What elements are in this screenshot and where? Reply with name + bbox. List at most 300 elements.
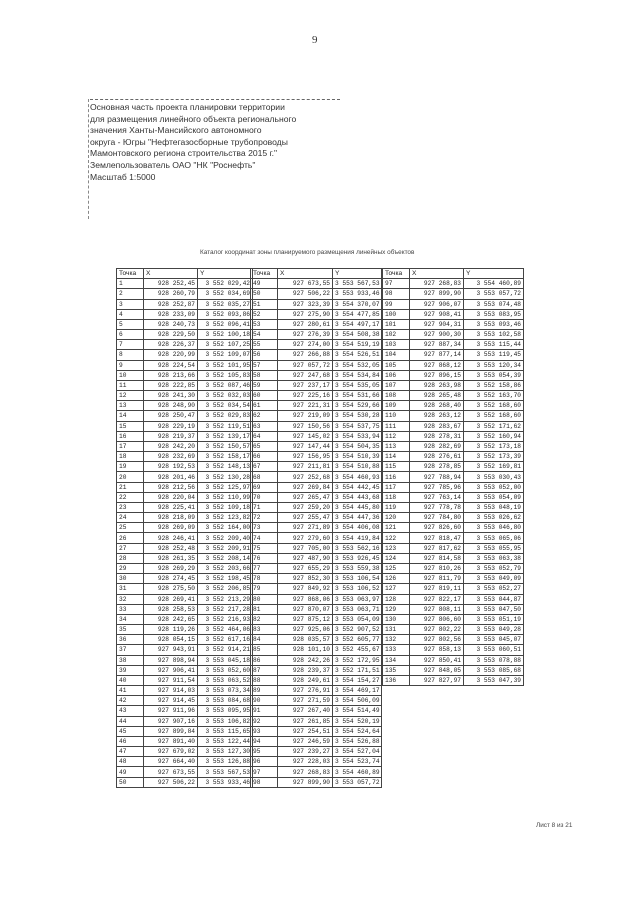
table-row [383,299,524,309]
cell-x: 927 819,11 [410,584,464,594]
cell-point: 80 [251,594,278,604]
cell-x: 928 261,35 [144,553,198,563]
cell-y: 3 553 065,06 [464,533,524,543]
cell-x: 927 802,22 [410,625,464,635]
cell-y: 3 552 173,39 [464,452,524,462]
table-row [117,472,253,482]
cell-point: 134 [383,655,410,665]
cell-x: 927 810,26 [410,563,464,573]
cell-point: 50 [251,289,278,299]
cell-point: 97 [383,279,410,289]
cell-y: 3 553 049,09 [464,574,524,584]
table-row [251,431,382,441]
cell-point: 100 [383,309,410,319]
cell-point: 29 [117,563,144,573]
cell-y: 3 553 049,28 [464,625,524,635]
table-row [383,401,524,411]
cell-point: 8 [117,350,144,360]
table-header-row [117,269,253,279]
cell-y: 3 554 477,85 [333,309,382,319]
cell-x: 927 705,00 [278,543,333,553]
table-row [251,635,382,645]
cell-point: 105 [383,360,410,370]
cell-y: 3 553 085,68 [464,665,524,675]
cell-x: 928 220,99 [144,350,198,360]
cell-x: 927 914,45 [144,696,198,706]
cell-y: 3 554 510,88 [333,462,382,472]
cell-y: 3 552 168,60 [464,401,524,411]
table-row [251,665,382,675]
cell-y: 3 554 447,36 [333,513,382,523]
cell-point: 127 [383,584,410,594]
cell-point: 93 [251,726,278,736]
cell-point: 79 [251,584,278,594]
cell-point: 23 [117,502,144,512]
cell-y: 3 552 617,16 [198,635,253,645]
cell-point: 83 [251,625,278,635]
cell-point: 133 [383,645,410,655]
cell-point: 32 [117,594,144,604]
table-row [383,462,524,472]
cell-point: 14 [117,411,144,421]
cell-x: 927 265,47 [278,492,333,502]
cell-point: 94 [251,736,278,746]
cell-y: 3 553 051,19 [464,614,524,624]
cell-point: 7 [117,340,144,350]
table-row [383,594,524,604]
cell-point: 61 [251,401,278,411]
cell-point: 56 [251,350,278,360]
cell-point: 123 [383,543,410,553]
cell-y: 3 553 045,18 [198,655,253,665]
table-row [383,502,524,512]
cell-x: 927 237,17 [278,380,333,390]
cell-x: 928 213,66 [144,370,198,380]
cell-point: 53 [251,319,278,329]
cell-x: 927 891,40 [144,736,198,746]
cell-point: 3 [117,299,144,309]
cell-point: 49 [117,767,144,777]
cell-point: 126 [383,574,410,584]
cell-y: 3 553 093,46 [464,319,524,329]
cell-y: 3 552 209,40 [198,533,253,543]
table-row [383,665,524,675]
cell-x: 927 655,29 [278,563,333,573]
table-row [251,319,382,329]
cell-y: 3 552 100,18 [198,330,253,340]
table-row [117,309,253,319]
cell-y: 3 552 150,57 [198,441,253,451]
cell-y: 3 552 119,51 [198,421,253,431]
cell-y: 3 552 107,25 [198,340,253,350]
table-row [117,370,253,380]
cell-y: 3 554 523,74 [333,757,382,767]
cell-x: 927 818,47 [410,533,464,543]
table-row [117,279,253,289]
cell-point: 43 [117,706,144,716]
cell-x: 927 778,78 [410,502,464,512]
cell-point: 84 [251,635,278,645]
table-row [117,584,253,594]
cell-point: 117 [383,482,410,492]
cell-y: 3 552 208,14 [198,553,253,563]
page-number: 9 [312,34,318,46]
cell-y: 3 553 559,38 [333,563,382,573]
cell-x: 927 228,03 [278,757,333,767]
table-row [251,289,382,299]
cell-x: 927 276,91 [278,686,333,696]
cell-y: 3 552 206,85 [198,584,253,594]
cell-point: 44 [117,716,144,726]
cell-point: 55 [251,340,278,350]
cell-point: 66 [251,452,278,462]
cell-x: 927 868,12 [410,360,464,370]
cell-point: 132 [383,635,410,645]
cell-x: 927 822,17 [410,594,464,604]
cell-x: 928 248,90 [144,401,198,411]
cell-point: 67 [251,462,278,472]
cell-y: 3 552 093,86 [198,309,253,319]
cell-y: 3 553 052,79 [464,563,524,573]
cell-x: 927 877,14 [410,350,464,360]
cell-y: 3 554 445,80 [333,502,382,512]
table-row [117,574,253,584]
cell-point: 87 [251,665,278,675]
cell-point: 45 [117,726,144,736]
cell-y: 3 554 535,05 [333,380,382,390]
table-row [117,767,253,777]
column-header-x: X [278,269,333,279]
table-row [383,584,524,594]
cell-y: 3 552 172,95 [333,655,382,665]
table-row [251,543,382,553]
cell-x: 927 814,58 [410,553,464,563]
cell-point: 25 [117,523,144,533]
cell-point: 59 [251,380,278,390]
cell-y: 3 554 443,68 [333,492,382,502]
cell-x: 927 925,06 [278,625,333,635]
cell-x: 928 249,61 [278,675,333,685]
column-header-point: Точка [117,269,144,279]
cell-point: 35 [117,625,144,635]
cell-x: 927 211,81 [278,462,333,472]
cell-point: 98 [383,289,410,299]
table-row [117,645,253,655]
table-header-row [251,269,382,279]
table-row [251,614,382,624]
cell-x: 927 899,90 [410,289,464,299]
cell-y: 3 553 095,95 [198,706,253,716]
cell-x: 927 898,94 [144,655,198,665]
cell-y: 3 554 460,89 [464,279,524,289]
table-row [383,513,524,523]
cell-x: 928 201,46 [144,472,198,482]
cell-x: 927 268,83 [410,279,464,289]
table-row [251,584,382,594]
table-row [383,309,524,319]
cell-x: 927 849,92 [278,584,333,594]
table-row [383,635,524,645]
cell-x: 928 226,37 [144,340,198,350]
cell-x: 927 239,27 [278,747,333,757]
cell-y: 3 553 933,46 [198,777,253,787]
column-header-y: Y [333,269,382,279]
cell-x: 928 054,15 [144,635,198,645]
cell-x: 928 239,37 [278,665,333,675]
cell-x: 928 192,53 [144,462,198,472]
table-row [251,411,382,421]
table-row [117,655,253,665]
table-row [251,350,382,360]
cell-x: 928 275,50 [144,584,198,594]
cell-x: 927 267,40 [278,706,333,716]
cell-y: 3 552 168,60 [464,411,524,421]
cell-point: 131 [383,625,410,635]
cell-x: 927 906,41 [144,665,198,675]
table-row [251,726,382,736]
cell-x: 927 221,31 [278,401,333,411]
cell-point: 116 [383,472,410,482]
cell-y: 3 554 370,07 [333,299,382,309]
cell-point: 26 [117,533,144,543]
table-row [117,441,253,451]
table-row [251,462,382,472]
cell-x: 927 247,68 [278,370,333,380]
cell-x: 928 252,48 [144,543,198,553]
cell-y: 3 554 419,84 [333,533,382,543]
cell-x: 928 242,26 [278,655,333,665]
cell-y: 3 552 914,21 [198,645,253,655]
cell-point: 122 [383,533,410,543]
cell-point: 73 [251,523,278,533]
cell-point: 6 [117,330,144,340]
cell-y: 3 552 125,97 [198,482,253,492]
table-row [117,706,253,716]
cell-y: 3 554 526,88 [333,736,382,746]
cell-x: 928 218,09 [144,513,198,523]
cell-x: 927 254,51 [278,726,333,736]
table-row [117,330,253,340]
cell-y: 3 552 464,06 [198,625,253,635]
cell-point: 65 [251,441,278,451]
cell-point: 18 [117,452,144,462]
table-row [251,553,382,563]
cell-y: 3 553 052,27 [464,584,524,594]
cell-x: 927 673,55 [278,279,333,289]
table-row [117,391,253,401]
cell-x: 928 035,57 [278,635,333,645]
cell-point: 58 [251,370,278,380]
cell-x: 928 222,85 [144,380,198,390]
cell-y: 3 554 537,75 [333,421,382,431]
cell-x: 927 255,47 [278,513,333,523]
cell-y: 3 554 520,19 [333,716,382,726]
table-row [383,330,524,340]
cell-x: 927 487,90 [278,553,333,563]
cell-x: 928 269,09 [144,523,198,533]
table-row [383,614,524,624]
cell-point: 11 [117,380,144,390]
cell-x: 927 261,85 [278,716,333,726]
cell-x: 927 506,22 [144,777,198,787]
table-row [117,421,253,431]
table-row [383,380,524,390]
table-row [117,594,253,604]
cell-point: 99 [383,299,410,309]
cell-point: 110 [383,411,410,421]
table-row [251,523,382,533]
table-row [117,411,253,421]
cell-x: 928 269,41 [144,594,198,604]
cell-x: 928 240,73 [144,319,198,329]
cell-x: 927 858,13 [410,645,464,655]
cell-y: 3 552 109,18 [198,502,253,512]
table-row [117,553,253,563]
cell-x: 927 266,88 [278,350,333,360]
cell-x: 927 806,60 [410,614,464,624]
cell-point: 98 [251,777,278,787]
cell-x: 927 875,12 [278,614,333,624]
cell-point: 30 [117,574,144,584]
table-row [251,441,382,451]
cell-y: 3 552 035,27 [198,299,253,309]
table-row [117,319,253,329]
cell-x: 928 220,04 [144,492,198,502]
table-row [117,340,253,350]
cell-x: 927 252,68 [278,472,333,482]
cell-point: 20 [117,472,144,482]
cell-point: 51 [251,299,278,309]
cell-y: 3 552 169,81 [464,462,524,472]
cell-point: 97 [251,767,278,777]
cell-point: 75 [251,543,278,553]
cell-y: 3 552 158,17 [198,452,253,462]
cell-y: 3 553 045,07 [464,635,524,645]
cell-x: 927 808,11 [410,604,464,614]
cell-x: 927 848,05 [410,665,464,675]
cell-point: 124 [383,553,410,563]
cell-x: 928 101,10 [278,645,333,655]
cell-point: 38 [117,655,144,665]
cell-x: 928 252,87 [144,299,198,309]
cell-y: 3 554 504,35 [333,441,382,451]
cell-y: 3 554 514,49 [333,706,382,716]
table-row [251,452,382,462]
cell-point: 128 [383,594,410,604]
table-row [117,736,253,746]
table-row [117,696,253,706]
cell-x: 927 817,62 [410,543,464,553]
cell-point: 37 [117,645,144,655]
column-header-x: X [410,269,464,279]
cell-x: 928 263,98 [410,380,464,390]
cell-y: 3 553 052,00 [464,482,524,492]
cell-y: 3 554 442,45 [333,482,382,492]
cell-x: 927 908,41 [410,309,464,319]
cell-x: 927 275,90 [278,309,333,319]
cell-x: 927 868,06 [278,594,333,604]
cell-y: 3 552 130,28 [198,472,253,482]
table-row [251,747,382,757]
cell-y: 3 553 052,60 [198,665,253,675]
cell-point: 39 [117,665,144,675]
cell-y: 3 554 532,05 [333,360,382,370]
table-row [383,675,524,685]
table-row [383,350,524,360]
cell-y: 3 553 127,30 [198,747,253,757]
header-line: значения Ханты-Мансийского автономного [90,125,262,136]
cell-point: 47 [117,747,144,757]
cell-point: 108 [383,391,410,401]
cell-point: 64 [251,431,278,441]
cell-y: 3 553 084,68 [198,696,253,706]
cell-y: 3 553 120,34 [464,360,524,370]
cell-point: 106 [383,370,410,380]
cell-point: 46 [117,736,144,746]
cell-x: 928 225,41 [144,502,198,512]
cell-point: 70 [251,492,278,502]
cell-y: 3 552 139,17 [198,431,253,441]
table-row [383,279,524,289]
cell-y: 3 552 217,28 [198,604,253,614]
cell-x: 928 263,12 [410,411,464,421]
table-row [117,716,253,726]
cell-point: 16 [117,431,144,441]
cell-y: 3 553 063,52 [198,675,253,685]
cell-y: 3 553 074,48 [464,299,524,309]
cell-y: 3 554 524,64 [333,726,382,736]
header-line: округа - Югры "Нефтегазосборные трубопроводы [90,136,288,147]
table-row [117,563,253,573]
table-row [117,604,253,614]
cell-x: 927 057,72 [278,360,333,370]
table-row [117,350,253,360]
cell-x: 927 259,20 [278,502,333,512]
table-row [251,757,382,767]
table-row [117,492,253,502]
cell-x: 928 260,79 [144,289,198,299]
margin-line [88,99,89,219]
cell-y: 3 553 115,65 [198,726,253,736]
table-row [117,482,253,492]
cell-x: 927 850,41 [410,655,464,665]
cell-y: 3 552 213,29 [198,594,253,604]
cell-x: 927 269,84 [278,482,333,492]
cell-y: 3 552 455,67 [333,645,382,655]
cell-y: 3 552 164,00 [198,523,253,533]
cell-x: 927 271,59 [278,696,333,706]
header-line: Землепользователь ОАО "НК "Роснефть" [90,159,256,170]
table-row [251,391,382,401]
cell-x: 927 145,02 [278,431,333,441]
cell-point: 1 [117,279,144,289]
table-row [251,340,382,350]
cell-y: 3 552 163,70 [464,391,524,401]
cell-x: 927 506,22 [278,289,333,299]
cell-point: 95 [251,747,278,757]
cell-y: 3 552 096,41 [198,319,253,329]
cell-point: 120 [383,513,410,523]
cell-point: 77 [251,563,278,573]
cell-point: 71 [251,502,278,512]
cell-point: 50 [117,777,144,787]
cell-y: 3 554 530,28 [333,411,382,421]
cell-y: 3 552 034,69 [198,289,253,299]
cell-y: 3 553 026,62 [464,513,524,523]
cell-y: 3 553 063,38 [464,553,524,563]
table-row [117,299,253,309]
cell-x: 928 246,41 [144,533,198,543]
